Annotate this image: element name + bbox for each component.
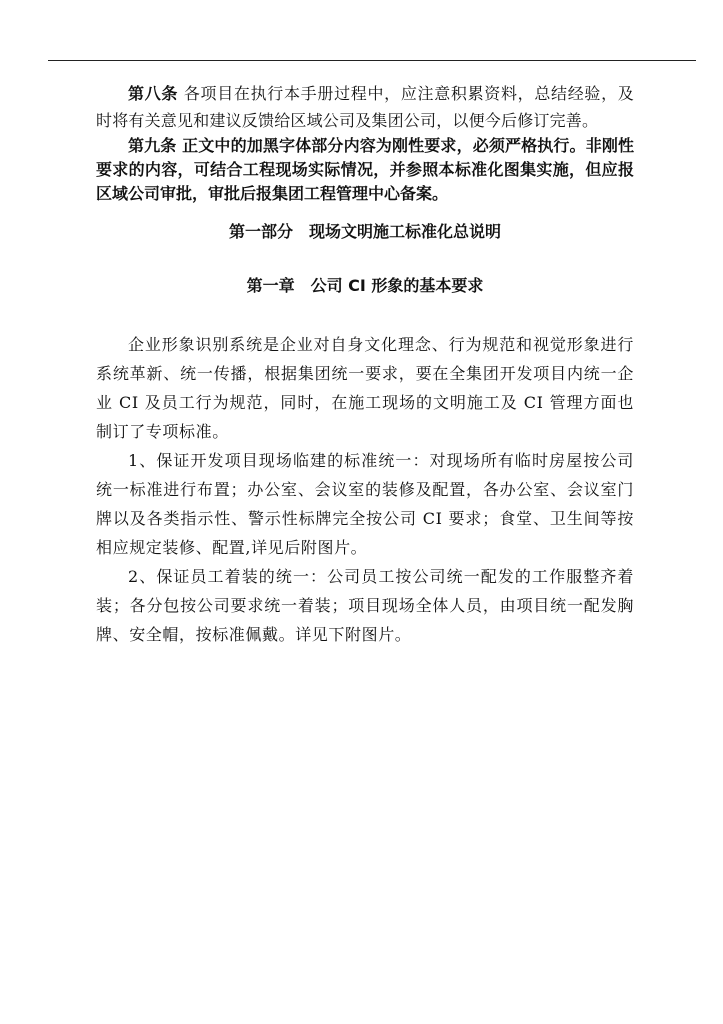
article-8-paragraph	[96, 80, 634, 134]
article-9-text: 正文中的加黑字体部分内容为刚性要求，必须严格执行。非刚性要求的内容，可结合工程现场实际情况，并参照本标准化图集实施，但应报区域公司审批，审批后报集团工程管理中心备案。	[96, 136, 634, 203]
intro-paragraph: 企业形象识别系统是企业对自身文化理念、行为规范和视觉形象进行系统革新、统一传播，根据集团统一要求，要在全集团开发项目内统一企业 CI 及员工行为规范，同时，在施工现场的文明施工及 CI 管理方面也制订了专项标准。	[96, 335, 634, 441]
article-9-label: 第九条	[128, 136, 177, 155]
chapter-title: 第一章 公司 CI 形象的基本要求	[246, 276, 484, 295]
part-title: 第一部分 现场文明施工标准化总说明	[228, 222, 501, 241]
document-body	[96, 80, 634, 649]
article-9-paragraph	[96, 134, 634, 206]
item-1-paragraph: 1、保证开发项目现场临建的标准统一：对现场所有临时房屋按公司统一标准进行布置；办公室、会议室的装修及配置，各办公室、会议室门牌以及各类指示性、警示性标牌完全按公司 CI 要求；食堂、卫生间等按相应规定装修、配置,详见后附图片。	[96, 451, 634, 557]
article-8-text: 各项目在执行本手册过程中，应注意积累资料，总结经验，及时将有关意见和建议反馈给区域公司及集团公司，以便今后修订完善。	[96, 84, 634, 130]
header-rule	[48, 60, 696, 61]
article-8-label: 第八条	[128, 84, 179, 103]
item-2-paragraph: 2、保证员工着装的统一：公司员工按公司统一配发的工作服整齐着装；各分包按公司要求统一着装；项目现场全体人员，由项目统一配发胸牌、安全帽，按标准佩戴。详见下附图片。	[96, 567, 634, 644]
